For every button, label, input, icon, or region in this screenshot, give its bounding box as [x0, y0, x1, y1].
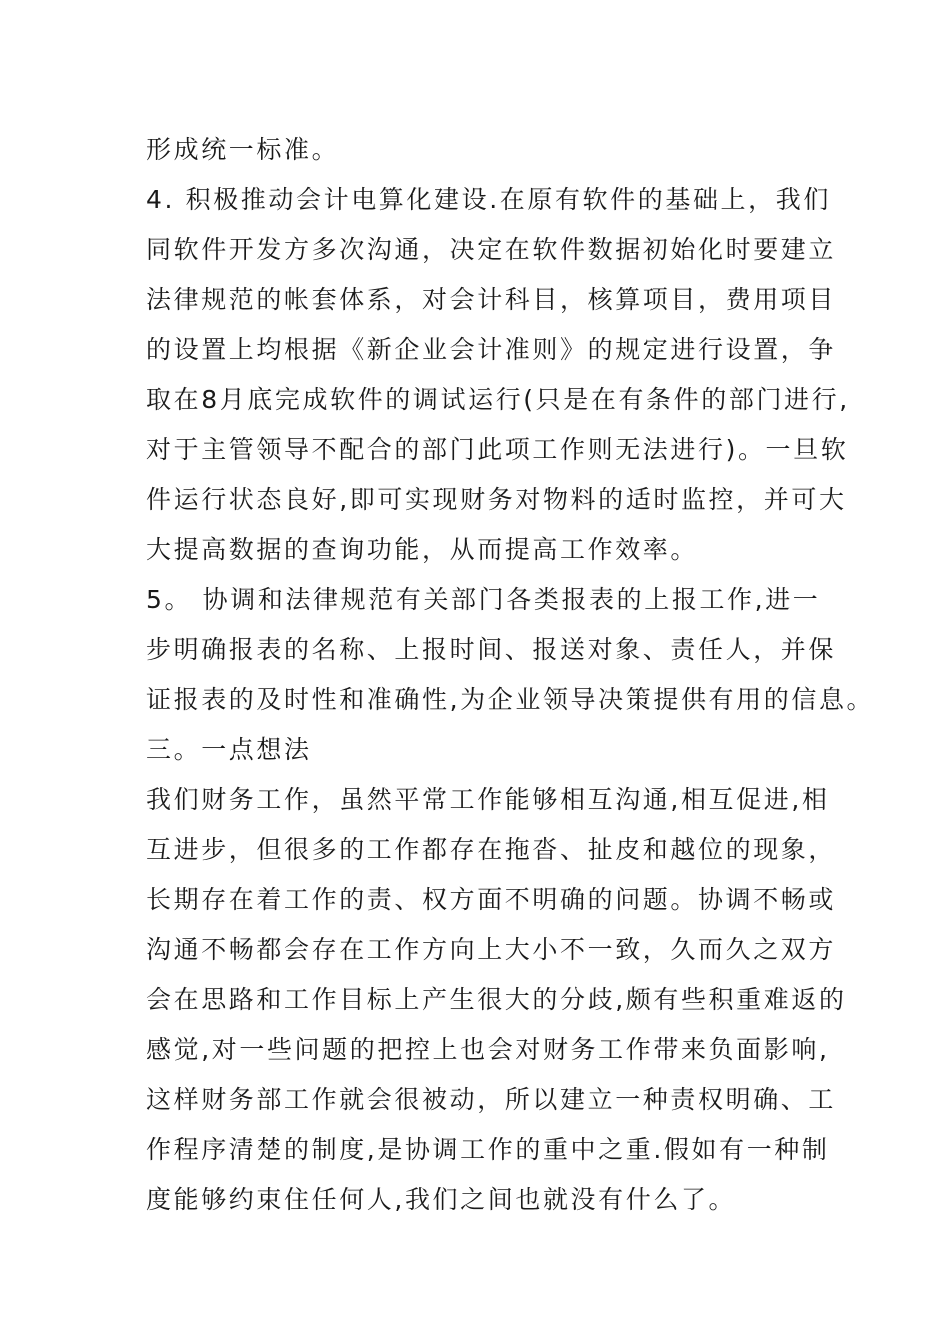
text-line: 证报表的及时性和准确性,为企业领导决策提供有用的信息。: [146, 685, 875, 714]
text-line: 件运行状态良好,即可实现财务对物料的适时监控，并可大: [146, 485, 847, 514]
text-line: 感觉,对一些问题的把控上也会对财务工作带来负面影响,: [146, 1035, 830, 1064]
text-line: 步明确报表的名称、上报时间、报送对象、责任人，并保: [146, 635, 837, 664]
text-line: 同软件开发方多次沟通，决定在软件数据初始化时要建立: [146, 235, 837, 264]
text-line: 的设置上均根据《新企业会计准则》的规定进行设置，争: [146, 335, 837, 364]
text-line: 长期存在着工作的责、权方面不明确的问题。协调不畅或: [146, 885, 837, 914]
text-line: 取在8月底完成软件的调试运行(只是在有条件的部门进行,: [146, 385, 850, 414]
text-line: 沟通不畅都会存在工作方向上大小不一致，久而久之双方: [146, 935, 837, 964]
text-line: 对于主管领导不配合的部门此项工作则无法进行)。一旦软: [146, 435, 849, 464]
text-line: 形成统一标准。: [146, 135, 340, 164]
text-line: 这样财务部工作就会很被动，所以建立一种责权明确、工: [146, 1085, 837, 1114]
text-line: 5。 协调和法律规范有关部门各类报表的上报工作,进一: [146, 585, 821, 614]
text-line: 度能够约束住任何人,我们之间也就没有什么了。: [146, 1185, 737, 1214]
text-line: 我们财务工作，虽然平常工作能够相互沟通,相互促进,相: [146, 785, 830, 814]
text-line: 作程序清楚的制度,是协调工作的重中之重.假如有一种制: [146, 1135, 830, 1164]
text-line: 法律规范的帐套体系，对会计科目，核算项目，费用项目: [146, 285, 837, 314]
text-line: 互进步，但很多的工作都存在拖沓、扯皮和越位的现象，: [146, 835, 837, 864]
text-line: 大提高数据的查询功能，从而提高工作效率。: [146, 535, 699, 564]
text-line: 会在思路和工作目标上产生很大的分歧,颇有些积重难返的: [146, 985, 847, 1014]
text-line: 4. 积极推动会计电算化建设.在原有软件的基础上，我们: [146, 185, 831, 214]
section-heading: 三。一点想法: [146, 735, 312, 764]
